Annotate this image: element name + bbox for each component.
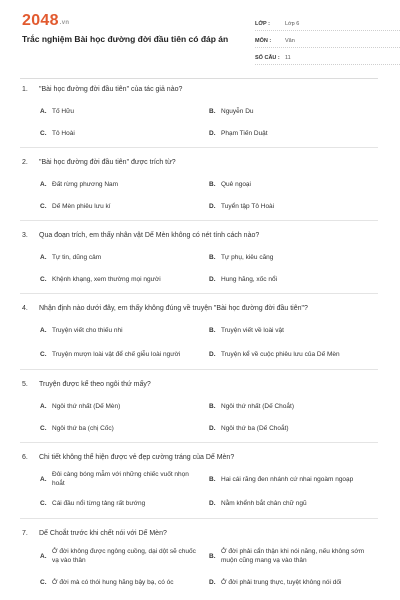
answer-options <box>20 398 378 436</box>
question-list <box>20 79 378 598</box>
option-letter: B. <box>209 475 216 483</box>
option-letter: B. <box>209 180 216 188</box>
option-text: Tuyển tập Tô Hoài <box>221 202 275 210</box>
option-text: Tô Hoài <box>52 129 75 137</box>
question-item <box>20 294 378 369</box>
question-number: 4. <box>22 305 28 312</box>
option-text: Nguyễn Du <box>221 107 254 115</box>
option-text: Tố Hữu <box>52 107 75 115</box>
question-stem <box>20 453 378 463</box>
option-letter: D. <box>209 129 216 137</box>
option-letter: C. <box>40 129 47 137</box>
answer-options <box>20 249 378 287</box>
answer-option[interactable] <box>40 321 209 339</box>
option-text: Ở đời mà có thói hung hăng bậy bạ, có óc <box>52 578 174 586</box>
question-item <box>20 370 378 442</box>
answer-option[interactable] <box>209 321 378 339</box>
document-header <box>20 0 378 79</box>
answer-option[interactable] <box>209 198 378 214</box>
answer-option[interactable] <box>40 271 209 287</box>
option-letter: D. <box>209 350 216 358</box>
answer-option[interactable] <box>40 345 209 363</box>
option-letter: B. <box>209 107 216 115</box>
option-letter: A. <box>40 107 47 115</box>
option-text: Đôi càng bóng mẫm với những chiếc vuốt nhọn hoắt <box>52 471 189 487</box>
option-text: Dế Mèn phiêu lưu kí <box>52 202 111 210</box>
answer-option[interactable] <box>40 420 209 436</box>
answer-option[interactable] <box>40 125 209 141</box>
option-letter: B. <box>209 326 216 334</box>
meta-row-count <box>255 48 400 65</box>
option-letter: A. <box>40 475 47 483</box>
option-letter: C. <box>40 499 47 507</box>
answer-option[interactable] <box>40 546 209 566</box>
answer-option[interactable] <box>209 572 378 592</box>
answer-option[interactable] <box>209 420 378 436</box>
question-number: 1. <box>22 86 28 93</box>
answer-option[interactable] <box>209 125 378 141</box>
answer-option[interactable] <box>209 176 378 192</box>
meta-value: 11 <box>285 55 291 61</box>
answer-option[interactable] <box>209 494 378 512</box>
option-text: Truyện viết cho thiếu nhi <box>52 326 123 334</box>
meta-label: MÔN : <box>255 38 272 44</box>
question-item <box>20 221 378 293</box>
question-text: Dế Choắt trước khi chết nói với Dế Mèn? <box>39 530 167 537</box>
answer-options <box>20 470 378 512</box>
question-number: 6. <box>22 454 28 461</box>
answer-option[interactable] <box>209 271 378 287</box>
answer-option[interactable] <box>209 345 378 363</box>
option-text: Hai cái răng đen nhánh cứ nhai ngoàm ngoạp <box>221 475 354 483</box>
option-letter: A. <box>40 402 47 410</box>
answer-option[interactable] <box>209 470 378 488</box>
answer-option[interactable] <box>209 546 378 566</box>
option-text: Ngôi thứ ba (chị Cốc) <box>52 424 114 432</box>
answer-options <box>20 103 378 141</box>
site-logo[interactable]: 2048.vn <box>22 12 70 29</box>
question-text: "Bài học đường đời đầu tiên" của tác giả nào? <box>39 86 183 93</box>
answer-options <box>20 321 378 363</box>
question-item <box>20 79 378 147</box>
option-letter: A. <box>40 552 47 560</box>
answer-option[interactable] <box>40 176 209 192</box>
answer-option[interactable] <box>209 249 378 265</box>
option-letter: D. <box>209 202 216 210</box>
option-text: Ngôi thứ nhất (Dế Mèn) <box>52 402 121 410</box>
option-text: Ở đời không được ngông cuồng, dại dột sẽ chuốc vạ vào thân <box>52 548 196 564</box>
option-text: Ở đời phải trung thực, tuyệt không nói dối <box>221 578 342 586</box>
option-letter: B. <box>209 253 216 261</box>
answer-option[interactable] <box>209 398 378 414</box>
question-text: Truyện được kể theo ngôi thứ mấy? <box>39 381 151 388</box>
question-stem <box>20 380 378 390</box>
answer-options <box>20 546 378 592</box>
answer-option[interactable] <box>209 103 378 119</box>
question-item <box>20 148 378 220</box>
option-letter: B. <box>209 402 216 410</box>
option-letter: A. <box>40 253 47 261</box>
option-text: Nằm khểnh bắt chân chữ ngũ <box>221 499 307 507</box>
answer-option[interactable] <box>40 103 209 119</box>
answer-options <box>20 176 378 214</box>
option-text: Truyện kể về cuộc phiêu lưu của Dế Mèn <box>221 350 340 358</box>
question-stem <box>20 304 378 314</box>
metadata-block <box>255 14 400 65</box>
option-letter: C. <box>40 202 47 210</box>
option-text: Ngôi thứ nhất (Dế Choắt) <box>221 402 294 410</box>
question-stem <box>20 85 378 95</box>
meta-value: Văn <box>285 38 295 44</box>
question-stem <box>20 529 378 539</box>
question-text: Qua đoạn trích, em thấy nhân vật Dế Mèn không có nét tính cách nào? <box>39 232 260 239</box>
option-text: Ở đời phải cẩn thận khi nói năng, nếu không sớm muộn cũng mang vạ vào thân <box>221 548 365 564</box>
option-letter: C. <box>40 275 47 283</box>
answer-option[interactable] <box>40 572 209 592</box>
option-letter: D. <box>209 578 216 586</box>
option-text: Khệnh khạng, xem thường mọi người <box>52 275 161 283</box>
answer-option[interactable] <box>40 398 209 414</box>
meta-value: Lớp 6 <box>285 21 300 27</box>
question-stem <box>20 231 378 241</box>
option-text: Tự tin, dũng cảm <box>52 253 102 261</box>
document-title: Trắc nghiệm Bài học đường đời đầu tiên có đáp án <box>22 34 229 44</box>
option-text: Ngôi thứ ba (Dế Choắt) <box>221 424 289 432</box>
meta-label: LỚP : <box>255 21 270 27</box>
meta-row-class <box>255 14 400 31</box>
question-item <box>20 519 378 598</box>
answer-option[interactable] <box>40 249 209 265</box>
question-text: "Bài học đường đời đầu tiên" được trích từ? <box>39 159 176 166</box>
meta-label: SỐ CÂU : <box>255 55 280 61</box>
option-text: Phạm Tiến Duật <box>221 129 268 137</box>
question-text: Nhận định nào dưới đây, em thấy không đúng về truyện "Bài học đường đời đầu tiên"? <box>39 305 308 312</box>
option-text: Cái đầu nổi từng tảng rất bướng <box>52 499 146 507</box>
question-number: 3. <box>22 232 28 239</box>
option-text: Quê ngoại <box>221 180 251 188</box>
option-letter: C. <box>40 578 47 586</box>
option-text: Truyện viết về loài vật <box>221 326 284 334</box>
option-letter: B. <box>209 552 216 560</box>
option-letter: D. <box>209 424 216 432</box>
question-number: 2. <box>22 159 28 166</box>
option-text: Hung hăng, xốc nổi <box>221 275 278 283</box>
meta-row-subject <box>255 31 400 48</box>
question-item <box>20 443 378 518</box>
option-letter: A. <box>40 180 47 188</box>
answer-option[interactable] <box>40 494 209 512</box>
option-letter: C. <box>40 424 47 432</box>
question-number: 5. <box>22 381 28 388</box>
option-letter: D. <box>209 275 216 283</box>
option-letter: D. <box>209 499 216 507</box>
answer-option[interactable] <box>40 470 209 488</box>
option-letter: A. <box>40 326 47 334</box>
option-text: Tự phụ, kiêu căng <box>221 253 274 261</box>
question-stem <box>20 158 378 168</box>
answer-option[interactable] <box>40 198 209 214</box>
question-text: Chi tiết không thể hiện được vẻ đẹp cường tráng của Dế Mèn? <box>39 454 235 461</box>
option-letter: C. <box>40 350 47 358</box>
question-number: 7. <box>22 530 28 537</box>
option-text: Truyện mượn loài vật để chế giễu loài người <box>52 350 181 358</box>
option-text: Đất rừng phương Nam <box>52 180 119 188</box>
